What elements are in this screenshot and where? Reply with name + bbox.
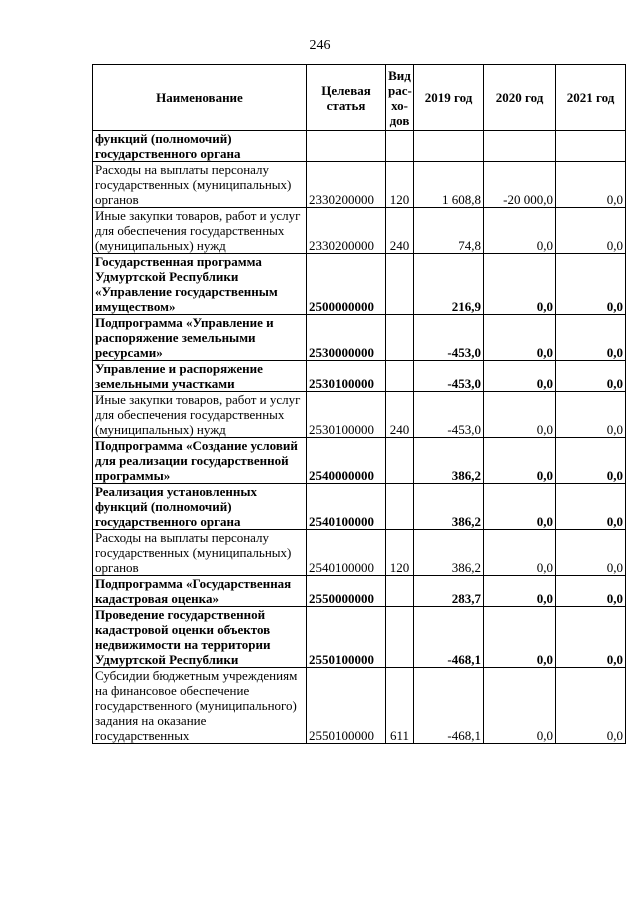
cell-expense-type (386, 438, 414, 484)
cell-year-2021: 0,0 (556, 315, 626, 361)
cell-year-2019: 283,7 (414, 576, 484, 607)
cell-name: Иные закупки товаров, работ и услуг для обеспечения государственных (муниципальных) нужд (93, 208, 307, 254)
table-row (93, 668, 626, 744)
cell-expense-type: 120 (386, 530, 414, 576)
cell-year-2020: 0,0 (484, 361, 556, 392)
header-name: Наименование (93, 65, 307, 131)
cell-year-2020: 0,0 (484, 315, 556, 361)
cell-year-2019: 386,2 (414, 438, 484, 484)
table-row (93, 361, 626, 392)
cell-year-2020: 0,0 (484, 484, 556, 530)
cell-year-2020: -20 000,0 (484, 162, 556, 208)
cell-year-2021: 0,0 (556, 361, 626, 392)
cell-year-2021: 0,0 (556, 392, 626, 438)
cell-year-2019: 74,8 (414, 208, 484, 254)
cell-target-article: 2550000000 (307, 576, 386, 607)
cell-name: Иные закупки товаров, работ и услуг для обеспечения государственных (муниципальных) нужд (93, 392, 307, 438)
table-header-row (93, 65, 626, 131)
cell-year-2019: -468,1 (414, 668, 484, 744)
cell-expense-type (386, 361, 414, 392)
table-body (93, 131, 626, 744)
cell-target-article: 2550100000 (307, 607, 386, 668)
cell-expense-type (386, 131, 414, 162)
cell-expense-type: 120 (386, 162, 414, 208)
cell-target-article (307, 131, 386, 162)
table-row (93, 607, 626, 668)
cell-year-2019: 216,9 (414, 254, 484, 315)
cell-year-2021: 0,0 (556, 607, 626, 668)
cell-year-2020: 0,0 (484, 438, 556, 484)
cell-year-2020: 0,0 (484, 576, 556, 607)
cell-target-article: 2330200000 (307, 162, 386, 208)
cell-target-article: 2530100000 (307, 361, 386, 392)
cell-name: Расходы на выплаты персоналу государственных (муниципальных) органов (93, 162, 307, 208)
cell-target-article: 2540100000 (307, 530, 386, 576)
cell-year-2020 (484, 131, 556, 162)
header-year-2020: 2020 год (484, 65, 556, 131)
cell-target-article: 2550100000 (307, 668, 386, 744)
table-row (93, 131, 626, 162)
cell-expense-type: 240 (386, 392, 414, 438)
cell-year-2021: 0,0 (556, 576, 626, 607)
cell-year-2019: -453,0 (414, 392, 484, 438)
cell-year-2020: 0,0 (484, 668, 556, 744)
cell-year-2019: 386,2 (414, 530, 484, 576)
cell-expense-type (386, 315, 414, 361)
cell-name: Проведение государственной кадастровой оценки объектов недвижимости на территории Удмуртской Республики (93, 607, 307, 668)
header-year-2021: 2021 год (556, 65, 626, 131)
table-row (93, 392, 626, 438)
cell-name: Управление и распоряжение земельными участками (93, 361, 307, 392)
cell-name: функций (полномочий) государственного органа (93, 131, 307, 162)
cell-year-2021: 0,0 (556, 438, 626, 484)
cell-name: Подпрограмма «Создание условий для реализации государственной программы» (93, 438, 307, 484)
cell-expense-type (386, 484, 414, 530)
cell-expense-type (386, 254, 414, 315)
cell-target-article: 2540100000 (307, 484, 386, 530)
cell-name: Подпрограмма «Управление и распоряжение земельными ресурсами» (93, 315, 307, 361)
cell-name: Реализация установленных функций (полномочий) государственного органа (93, 484, 307, 530)
cell-year-2021: 0,0 (556, 208, 626, 254)
cell-target-article: 2530000000 (307, 315, 386, 361)
cell-expense-type: 611 (386, 668, 414, 744)
table-row (93, 315, 626, 361)
table-row (93, 576, 626, 607)
cell-year-2020: 0,0 (484, 254, 556, 315)
cell-target-article: 2500000000 (307, 254, 386, 315)
header-target-article: Целевая статья (307, 65, 386, 131)
cell-year-2019: -453,0 (414, 315, 484, 361)
cell-year-2020: 0,0 (484, 607, 556, 668)
cell-target-article: 2330200000 (307, 208, 386, 254)
table-row (93, 438, 626, 484)
cell-target-article: 2530100000 (307, 392, 386, 438)
table-row (93, 162, 626, 208)
page-number: 246 (309, 38, 331, 53)
table-row (93, 208, 626, 254)
cell-year-2019: -468,1 (414, 607, 484, 668)
table-row (93, 530, 626, 576)
header-expense-type: Вид рас-хо-дов (386, 65, 414, 131)
cell-year-2019: 386,2 (414, 484, 484, 530)
cell-expense-type (386, 576, 414, 607)
cell-year-2021: 0,0 (556, 530, 626, 576)
header-year-2019: 2019 год (414, 65, 484, 131)
cell-year-2019: -453,0 (414, 361, 484, 392)
cell-name: Расходы на выплаты персоналу государственных (муниципальных) органов (93, 530, 307, 576)
cell-name: Подпрограмма «Государственная кадастровая оценка» (93, 576, 307, 607)
cell-year-2021: 0,0 (556, 162, 626, 208)
cell-year-2020: 0,0 (484, 530, 556, 576)
cell-name: Субсидии бюджетным учреждениям на финансовое обеспечение государственного (муниципального) задания на оказание государственных (93, 668, 307, 744)
cell-year-2019 (414, 131, 484, 162)
cell-name: Государственная программа Удмуртской Республики «Управление государственным имуществом» (93, 254, 307, 315)
budget-table (92, 64, 626, 744)
cell-year-2019: 1 608,8 (414, 162, 484, 208)
cell-year-2020: 0,0 (484, 392, 556, 438)
cell-year-2021: 0,0 (556, 254, 626, 315)
cell-target-article: 2540000000 (307, 438, 386, 484)
table-row (93, 484, 626, 530)
cell-year-2020: 0,0 (484, 208, 556, 254)
cell-year-2021: 0,0 (556, 484, 626, 530)
cell-year-2021: 0,0 (556, 668, 626, 744)
cell-expense-type: 240 (386, 208, 414, 254)
cell-expense-type (386, 607, 414, 668)
cell-year-2021 (556, 131, 626, 162)
table-row (93, 254, 626, 315)
